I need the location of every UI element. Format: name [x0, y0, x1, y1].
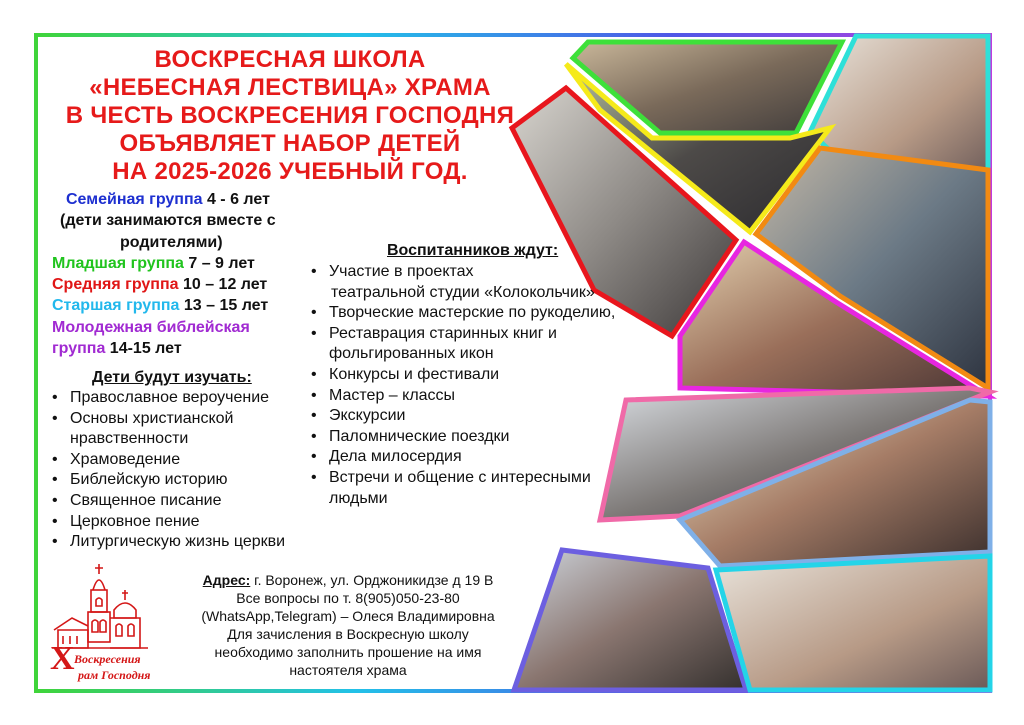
list-item-text: фольгированных икон [329, 345, 494, 363]
group-family-note: родителями) [120, 233, 223, 251]
study-heading: Дети будут изучать: [92, 369, 252, 386]
list-item: • Конкурсы и фестивали [311, 365, 641, 386]
list-item: • Православное вероучение [52, 388, 322, 409]
list-item: • Церковное пение [52, 512, 322, 533]
enrollment-note: необходимо заполнить прошение на имя [214, 644, 482, 660]
list-item-text: • Участие в проектах [329, 263, 474, 280]
address-label: Адрес: [202, 572, 251, 588]
list-item-text: театральной студии «Колокольчик» [331, 283, 595, 301]
list-item: • Литургическую жизнь церкви [52, 532, 322, 553]
enrollment-note: Для зачисления в Воскресную школу [227, 626, 469, 642]
group-junior [52, 253, 352, 274]
logo-line: рам Господня [78, 668, 151, 682]
address-line [178, 571, 518, 589]
messenger-line: (WhatsApp,Telegram) – Олеся Владимировна [201, 608, 495, 624]
group-youth [52, 338, 352, 359]
list-item-text: • Реставрация старинных книг и [329, 324, 557, 342]
list-item: • Священное писание [52, 491, 322, 512]
group-age: 7 – 9 лет [183, 254, 255, 272]
group-name: Средняя группа [52, 276, 179, 294]
title-line: ОБЪЯВЛЯЕТ НАБОР ДЕТЕЙ [119, 130, 461, 157]
list-item: • Храмоведение [52, 450, 322, 471]
await-heading: Воспитанников ждут: [387, 242, 559, 259]
list-item [311, 262, 641, 303]
group-age: 4 - 6 лет [202, 191, 270, 208]
collage-photo [514, 550, 746, 690]
list-item: • Мастер – классы [311, 386, 641, 407]
group-name: группа [52, 340, 106, 358]
contact-info [178, 571, 518, 679]
group-age: 10 – 12 лет [178, 276, 268, 294]
list-item-text: людьми [329, 489, 388, 507]
title-line: ВОСКРЕСНАЯ ШКОЛА [154, 46, 426, 73]
list-item [311, 468, 641, 509]
await-list [311, 262, 641, 509]
group-name: Младшая группа [52, 254, 184, 272]
list-item: • Экскурсии [311, 406, 641, 427]
title-line: «НЕБЕСНАЯ ЛЕСТВИЦА» ХРАМА [89, 74, 491, 101]
logo-line: Воскресения [74, 652, 141, 666]
enrollment-note: настоятеля храма [289, 662, 407, 678]
study-list [52, 388, 322, 553]
list-item: • Дела милосердия [311, 447, 641, 468]
list-item-text: нравственности [70, 430, 189, 448]
group-middle [52, 274, 352, 295]
group-age: 13 – 15 лет [179, 297, 269, 315]
list-item: • Библейскую историю [52, 470, 322, 491]
list-item-text: • Основы христианской [70, 409, 234, 427]
group-family-note: (дети занимаются вместе с [60, 212, 276, 230]
group-senior [52, 295, 352, 316]
logo-letter: Х [50, 640, 75, 677]
list-item: • Творческие мастерские по рукоделию, [311, 303, 641, 324]
announcement-title [40, 46, 540, 186]
list-item [311, 324, 641, 365]
title-line: НА 2025-2026 УЧЕБНЫЙ ГОД. [112, 158, 468, 185]
list-item: • Паломнические поездки [311, 427, 641, 448]
group-age: 14-15 лет [105, 340, 182, 358]
title-line: В ЧЕСТЬ ВОСКРЕСЕНИЯ ГОСПОДНЯ [65, 102, 515, 129]
group-name: Старшая группа [52, 297, 180, 315]
group-youth [52, 317, 352, 338]
group-name: Молодежная библейская [52, 318, 250, 336]
list-item-text: • Встречи и общение с интересными [329, 468, 591, 486]
groups-list [52, 189, 352, 359]
phone-line: Все вопросы по т. 8(905)050-23-80 [236, 590, 460, 606]
address-value: г. Воронеж, ул. Орджоникидзе д 19 В [250, 572, 494, 588]
group-name: Семейная группа [66, 191, 203, 208]
group-family [52, 189, 352, 210]
list-item [52, 409, 322, 450]
collage-photo [716, 556, 990, 690]
